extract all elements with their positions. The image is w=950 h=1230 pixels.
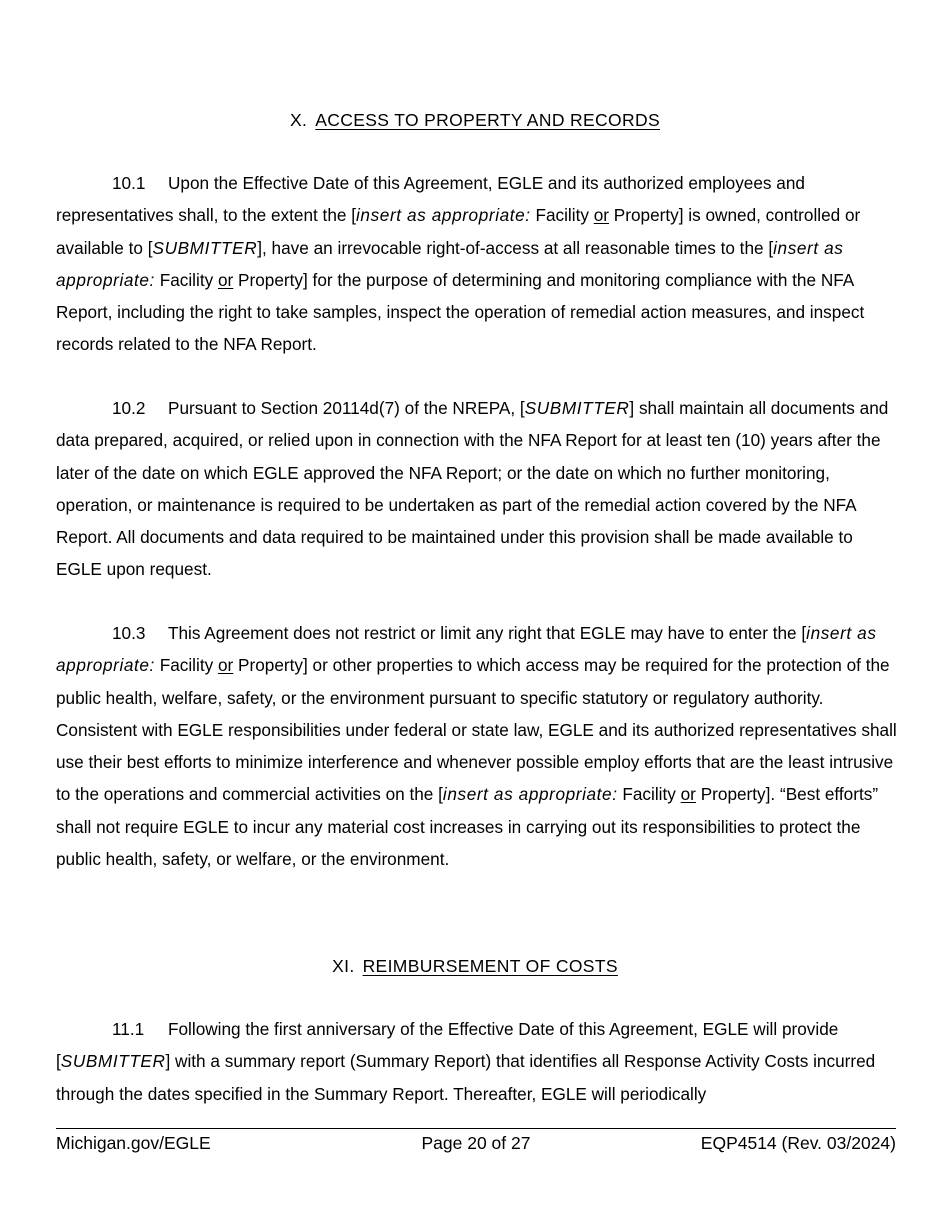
footer-form-number: EQP4514 (Rev. 03/2024) [700,1133,896,1153]
italic-run: SUBMITTER [524,398,630,418]
text-run: Property] is owned, controlled or available to [ [56,205,861,258]
underline-run: or [593,205,610,226]
paragraph-number: 11.1 [112,1019,145,1039]
text-run: Property]. “Best efforts” shall not require EGLE to incur any material cost increases in carrying out its responsibilities to protect the public health, safety, or welfare, or the environment. [56,784,879,870]
footer-website-link[interactable]: Michigan.gov/EGLE [56,1133,211,1153]
text-run: Property] for the purpose of determining and monitoring compliance with the NFA Report, including the right to take samples, inspect the operation of remedial action measures, and inspect records related to the NFA Report. [56,269,865,355]
paragraph-number: 10.1 [112,173,146,193]
italic-run: SUBMITTER [152,237,258,258]
paragraph-number: 10.2 [112,398,146,418]
text-run: Facility [530,205,594,226]
text-run: Pursuant to Section 20114d(7) of the NREPA, [ [168,398,525,418]
italic-run: insert as appropriate: [442,784,618,805]
text-run: Facility [154,655,218,676]
section-number: X. [290,110,308,130]
text-run: Property] or other properties to which access may be required for the protection of the public health, welfare, safety, or the environment pursuant to specific statutory or regulatory authority. Consistent with EGLE responsibilities under federal or state law, EGLE and its authorized representatives shall use their best efforts to minimize interference and whenever possible employ efforts that are the least intrusive to the operations and commercial activities on the [ [56,655,897,805]
italic-run: insert as appropriate: [356,205,531,226]
paragraph-10-1 [56,167,898,361]
section-heading-x [0,108,950,132]
underline-run: or [217,655,234,676]
underline-run: or [217,269,234,290]
section-title: ACCESS TO PROPERTY AND RECORDS [315,110,660,130]
paragraph-number: 10.3 [112,623,146,643]
underline-run: or [680,784,696,805]
section-title: REIMBURSEMENT OF COSTS [362,956,618,976]
paragraph-11-1 [56,1013,898,1110]
italic-run: insert as appropriate: [56,623,877,676]
text-run: ] with a summary report (Summary Report) that identifies all Response Activity Costs incurred through the dates specified in the Summary Report. Thereafter, EGLE will periodically [56,1051,876,1104]
text-run: This Agreement does not restrict or limit any right that EGLE may have to enter the [ [168,623,807,643]
section-heading-xi [0,954,950,978]
text-run: Facility [617,784,681,805]
italic-run: SUBMITTER [60,1051,166,1072]
text-run: ] shall maintain all documents and data prepared, acquired, or relied upon in connection with the NFA Report for at least ten (10) years after the later of the date on which EGLE approved the NFA Report; or the date on which no further monitoring, operation, or maintenance is required to be undertaken as part of the remedial action covered by the NFA Report. All documents and data required to be maintained under this provision shall be made available to EGLE upon request. [56,398,889,580]
italic-run: insert as appropriate: [56,237,844,290]
paragraph-10-3 [56,617,898,875]
footer-page-number: Page 20 of 27 [421,1133,531,1153]
text-run: Facility [154,269,218,290]
page-footer [56,1128,896,1157]
paragraph-10-2 [56,392,898,586]
text-run: ], have an irrevocable right-of-access at all reasonable times to the [ [257,237,774,258]
section-number: XI. [332,956,355,976]
text-run: Upon the Effective Date of this Agreement, EGLE and its authorized employees and representatives shall, to the extent the [ [56,173,805,226]
text-run: Following the first anniversary of the Effective Date of this Agreement, EGLE will provide [ [56,1019,839,1072]
